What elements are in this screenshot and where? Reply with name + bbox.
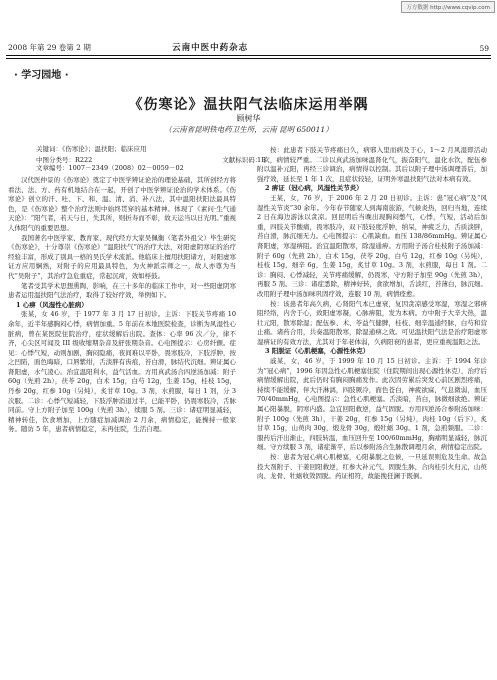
paragraph: 按：该患者年高久病，心肾阳气本已虚衰，复因贪凉感受寒湿，寒湿之邪痹阻经络，内舍于心，致阳虚寒凝，心脉痹阻，发为本病。方中附子大辛大热，温壮元阳，散寒除湿；配伍参、术、苓益气健脾，桂枝、细辛温通经脉，白芍和营止痛。诸药合用，共奏温阳散寒，除湿通痹之效。可见温扶阳气法是治疗阳虚寒湿痹证的有效方法，尤其对于年老体弱，久病阳衰的患者，更应重视温阳之法。 bbox=[257, 299, 487, 346]
running-head bbox=[8, 40, 489, 53]
issue-info: 2008 年第 29 卷第 2 期 bbox=[8, 43, 91, 52]
section-heading: 3 阳脱证（心肌梗塞，心源性休克） bbox=[265, 347, 370, 356]
keywords: 关键词：《伤寒论》；温扶阳；临床应用 bbox=[36, 145, 147, 153]
paragraph: 汉代医仲景的《伤寒论》奠定了中医学辨证论治的理论基础，其所创经方将看法、法、方、药有机地结合在一起，开创了中医学辨证论治的学术体系。《伤寒论》创立的汗、吐、下、和、温、清、消、补八法，其中温阳扶阳法最具特色，是《伤寒论》整个治疗法则中始终贯穿的基本精神。体现了《素问·生气通天论》：“阳气者，若天与日，失其所，则折寿而不彰，故天运当以日光明。”重视人体阳气的重要思想。 bbox=[8, 176, 236, 232]
paragraph: 笔者受其学术思想熏陶，影响，在三十多年的临床工作中，对一些阳虚阴寒患者运用温扶阳气法治疗，取得了较好疗效，举例如下。 bbox=[8, 281, 236, 300]
right-column bbox=[257, 146, 487, 482]
classification-row bbox=[36, 155, 266, 164]
paragraph: 戚某，女，46 岁，于 1999 年 10 月 15 日初诊。主诉：于 1994 年诊为“冠心病”，1996 年因急性心肌梗塞住院（住院期间出现心源性休克），治疗后病情缓解出院，此后仍时有胸闷胸痛发作。此次因劳累后突发心前区剧烈疼痛，持续不能缓解，伴大汗淋漓，四肢厥冷，面色苍白，神疲欲寐，气息微弱，血压 70/40mmHg，心电图提示：急性心肌梗塞。舌淡暗，苔白，脉微细欲绝。辨证属心阳暴脱，阴寒内盛。急宜回阳救逆，益气固脱。方用四逆汤合参附汤加味：附子 100g（先煎 3h），干姜 20g，红参 15g（另炖），肉桂 10g（后下），炙甘草 15g，山萸肉 30g，煅龙骨 30g，煅牡蛎 30g。1 剂，急煎频服。二诊：服药后汗出渐止，四肢转温，血压回升至 100/60mmHg，胸痛明显减轻，脉沉细。守方续服 3 剂，诸症渐平，后以参附汤合生脉散调理月余，病情稳定出院。 bbox=[257, 357, 488, 452]
paragraph: 王某，女，76 岁，于 2006 年 2 月 20 日初诊。主诉：患“冠心病”及“风湿性关节炎”30 余年。今年春节随家人到海南旅游，气候炎热，回归当地，连续 2 日在海边游泳以贪凉。回昆明后当晚出现胸闷憋气，心悸，气短，活动后加重，四肢关节酸痛，畏寒肢冷，双下肢轻度浮肿，纳呆，神疲乏力，舌质淡胖，苔白滑，脉沉细无力。心电图提示：心肌缺血。血压 138/86mmHg。辨证属心肾阳虚，寒湿痹阻。治宜温阳散寒，除湿通痹。方用附子汤合桂枝附子汤加减：附子 60g（先煎 2h），白术 15g，茯苓 20g，白芍 12g，红参 10g（另炖），桂枝 15g，细辛 6g，生姜 15g，炙甘草 10g。3 剂，水煎服，每日 1 剂。二诊：胸闷、心悸减轻，关节疼痛缓解，仍畏寒，守方附子加至 90g（先煎 3h），再服 5 剂。三诊：诸症悉除，精神好转，食欲增加，舌淡红，苔薄白，脉沉细。改用附子理中汤加味巩固疗效，连服 10 剂，病情痊愈。 bbox=[257, 193, 487, 298]
paragraph: 按：患者为冠心病心肌梗塞，心阳暴脱之危候，一旦延误则危及生命。故急投大剂附子、干姜回阳救逆，红参大补元气，固脱生脉，合肉桂引火归元，山萸肉、龙骨、牡蛎收敛固脱。药证相符，故能挽狂澜于既倒。 bbox=[257, 453, 487, 481]
watermark-stamp: 万方数据 http://www.cqvip.com bbox=[401, 1, 495, 13]
section-heading: 1 心痹（风湿性心脏病） bbox=[16, 300, 88, 309]
clc-number: 中图分类号：R222 bbox=[36, 156, 93, 164]
header-rule bbox=[6, 55, 491, 59]
article-number: 文章编号：1007－2349（2008）02－0059－02 bbox=[36, 164, 184, 172]
author: 顾树华 bbox=[236, 114, 261, 123]
section-tag: · 学习园地 · bbox=[14, 70, 69, 81]
journal-name: 云南中医中药杂志 bbox=[172, 43, 249, 53]
section-heading: 2 痹证（冠心病，风湿性关节炎） bbox=[265, 184, 363, 193]
affiliation: （云南省昆明铁电药卫生所，云南 昆明 650011） bbox=[164, 125, 333, 134]
article-title: 《伤寒论》温扶阳气法临床运用举隅 bbox=[128, 97, 369, 113]
doc-code: 文献标识码：B bbox=[222, 156, 266, 164]
paragraph: 张某，女 46 岁，于 1977 年 3 月 17 日初诊。主诉：下肢关节疼痛 10 余年，近半年感胸闷心悸，病情加重。5 年前在本地医院检查，诊断为风湿性心脏病，曾在某医院住院治疗，症状缓解后出院。查体：心率 96 次／分，律不齐，心尖区可闻及 III 级收缩期杂音及舒张期杂音。心电图提示：心房纤颤。症见：心悸气短，动则加剧，胸闷隐痛，夜间难以平卧，畏寒肢冷，下肢浮肿，按之凹陷，面色晦暗，口唇紫绀，舌淡胖有齿痕，苔白滑，脉结代沉细。辨证属心肾阳虚，水气凌心。治宜温阳利水，益气活血。方用真武汤合四逆汤加减：附子 60g（先煎 2h），茯苓 20g，白术 15g，白芍 12g，生姜 15g，桂枝 15g，丹参 20g，红参 10g（另炖），炙甘草 10g。3 剂，水煎服，每日 1 剂，分 3 次服。二诊：心悸气短减轻，下肢浮肿消退过半，已能平卧，仍畏寒肢冷，舌脉同前。守上方附子加至 100g（先煎 3h），续服 5 剂。三诊：诸症明显减轻，精神转佳，饮食增加，上方随症加减调治 2 月余，病情稳定，能操持一般家务。随访 5 年，患者病情稳定，未再住院，生活自理。 bbox=[8, 310, 236, 434]
left-column bbox=[8, 176, 236, 435]
page-number: 59 bbox=[479, 44, 489, 53]
paragraph: 按：此患者下肢关节疼痛日久，病邪入里而病及于心，1～2 月风湿即活动 1 次，病情较严重。二诊以真武汤加味温肾化气，振奋阳气，温化水饮，配伍参附以温补元阳，再经三诊调治，病情得以控制。其后以附子理中汤调理善后，加强疗效，延长至 1 年 1 次，且症状较轻，证明外寒温扶阳气法对本病有效。 bbox=[257, 146, 487, 183]
paragraph: 我国著名中医学家、教育家、现代经方大家吴佩衡（笔者外祖父）毕生研究《伤寒论》，十分尊崇《伤寒论》“温阳扶气”的治疗大法，对阳虚阴寒证的治疗经验丰富，形成了别具一格的吴氏学术流派。他临床上擅用扶阳诸方，对阳虚寒证方应用娴熟，对附子的应用最具特色，为火神派宗师之一，故人亦尊为当代“吴附子”，其治疗急危重症，常起沉疴，效如桴鼓。 bbox=[8, 233, 236, 280]
